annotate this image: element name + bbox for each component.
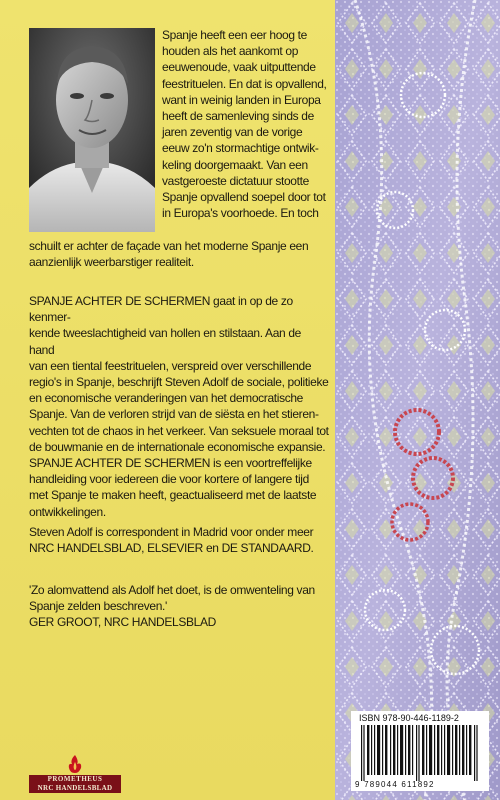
quote-line: 'Zo alomvattend als Adolf het doet, is de omwenteling van [29,583,315,597]
description-line: met Spanje te maken heeft, geactualiseerd met de laatste [29,488,317,503]
description-line: SPANJE ACHTER DE SCHERMEN is een voortreffelijke [29,456,312,471]
publisher-logo [29,754,121,794]
author-bio [29,524,329,556]
description-line: ontwikkelingen. [29,504,106,519]
intro-line: heeft de samenleving sinds de [162,109,314,124]
intro-line: eeuwenoude, vaak uitputtende [162,60,316,75]
description-line: en economische veranderingen van het democratische [29,391,304,406]
quote-line: Spanje zelden beschreven.' [29,599,167,614]
intro-line: Spanje heeft een eer hoog te [162,28,307,42]
description-line: Spanje. Van de verloren strijd van de siësta en het stieren- [29,407,319,422]
isbn-number: ISBN 978-90-446-1189-2 [359,713,459,723]
intro-paragraph-tail [29,238,329,270]
intro-line: in Europa's voorhoede. En toch [162,206,319,221]
review-quote [29,582,329,631]
description-line: vechten tot de chaos in het verkeer. Van seksuele moraal tot [29,423,329,438]
intro-line: eeuw zo'n stormachtige ontwik- [162,141,319,156]
prometheus-flame-icon [62,754,88,774]
intro-line: feestrituelen. En dat is opvallend, [162,76,327,91]
description-paragraph [29,293,329,520]
description-line: handleiding voor iedereen die voor kortere of langere tijd [29,472,309,487]
author-bio-line: Steven Adolf is correspondent in Madrid voor onder meer [29,525,314,539]
publisher-partner: NRC HANDELSBLAD [29,784,121,793]
intro-line: want in weinig landen in Europa [162,92,321,107]
intro-line: jaren zeventig van de vorige [162,125,303,140]
intro-line: vastgeroeste dictatuur stootte [162,173,309,188]
intro-line: schuilt er achter de façade van het moderne Spanje een [29,239,309,253]
lights-decoration-image [335,0,500,800]
barcode-digits: 9 789044 611892 [355,780,435,789]
description-line: regio's in Spanje, beschrijft Steven Adolf de sociale, politieke [29,375,329,390]
quote-attribution: GER GROOT, NRC HANDELSBLAD [29,615,216,630]
intro-paragraph [162,27,330,221]
publisher-name: PROMETHEUS [29,775,121,784]
description-line: van een tiental feestrituelen, verspreid over verschillende [29,358,312,373]
author-photo [29,28,155,232]
intro-line: houden als het aankomt op [162,44,299,59]
intro-line: aanzienlijk weerbarstiger realiteit. [29,255,194,270]
description-line: kende tweeslachtigheid van hollen en stilstaan. Aan de hand [29,326,301,357]
description-line: SPANJE ACHTER DE SCHERMEN gaat in op de zo kenmer- [29,294,293,325]
barcode-icon [359,725,481,781]
author-bio-line: NRC HANDELSBLAD, ELSEVIER en DE STANDAARD. [29,541,314,556]
intro-line: Spanje opvallend soepel door tot [162,190,326,205]
author-portrait-image [29,28,155,232]
isbn-barcode-block [351,711,489,791]
intro-line: keling doorgemaakt. Van een [162,157,308,172]
festival-lights-photo [335,0,500,800]
description-line: de bouwmanie en de internationale economische expansie. [29,439,326,454]
